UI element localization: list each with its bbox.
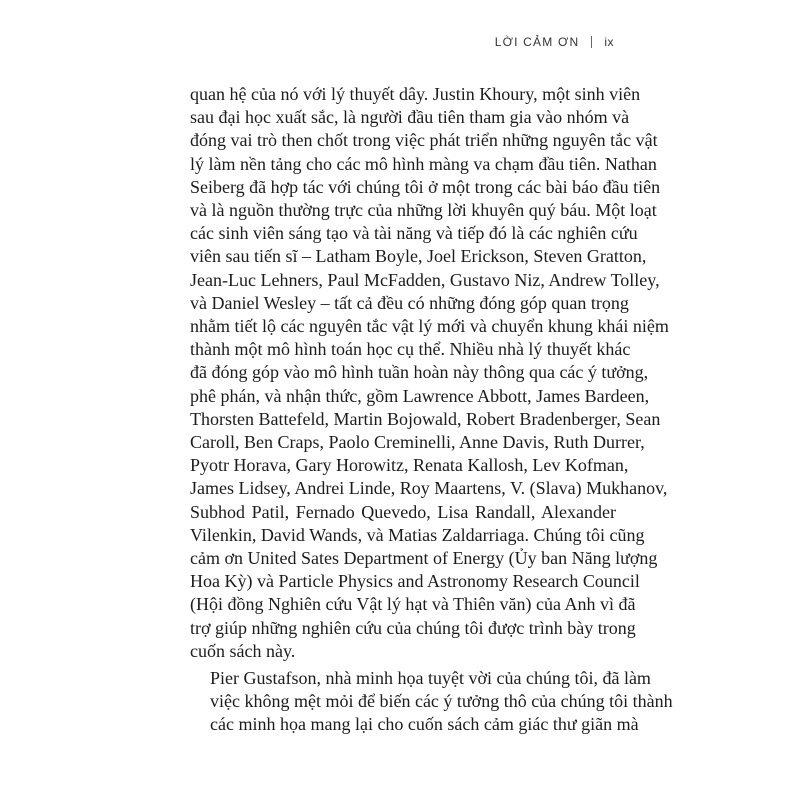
text-line: viên sau tiến sĩ – Latham Boyle, Joel Erickson, Steven Gratton, [190,246,647,267]
running-head [495,35,614,49]
text-line: (Hội đồng Nghiên cứu Vật lý hạt và Thiên văn) của Anh vì đã [190,594,636,615]
text-line: các sinh viên sáng tạo và tài năng và tiếp đó là các nghiên cứu [190,223,638,244]
text-line: Vilenkin, David Wands, và Matias Zaldarriaga. Chúng tôi cũng [190,524,645,545]
paragraph-1 [190,83,669,663]
text-line: thành một mô hình toán học cụ thể. Nhiều nhà lý thuyết khác [190,339,631,360]
text-line: trợ giúp những nghiên cứu của chúng tôi được trình bày trong [190,617,636,638]
text-line: cảm ơn United Sates Department of Energy (Ủy ban Năng lượng [190,548,658,569]
text-line: quan hệ của nó với lý thuyết dây. Justin Khoury, một sinh viên [190,84,641,104]
text-line: phê phán, và nhận thức, gồm Lawrence Abbott, James Bardeen, [190,385,650,406]
text-line: sau đại học xuất sắc, là người đầu tiên tham gia vào nhóm và [190,107,630,128]
text-line: lý làm nền tảng cho các mô hình màng va chạm đầu tiên. Nathan [190,153,657,174]
text-line: nhằm tiết lộ các nguyên tắc vật lý mới và chuyển khung khái niệm [190,316,669,337]
text-line: và là nguồn thường trực của những lời khuyên quý báu. Một loạt [190,200,657,221]
text-line: Subhod Patil, Fernado Quevedo, Lisa Randall, Alexander [190,501,616,522]
text-line: đã đóng góp vào mô hình tuần hoàn này thông qua các ý tưởng, [190,362,649,383]
text-line: Seiberg đã hợp tác với chúng tôi ở một trong các bài báo đầu tiên [190,176,661,197]
text-line: cuốn sách này. [190,640,296,661]
text-line: James Lidsey, Andrei Linde, Roy Maartens, V. (Slava) Mukhanov, [190,478,668,499]
text-line: đóng vai trò then chốt trong việc phát triển những nguyên tắc vật [190,130,658,151]
text-line: Jean-Luc Lehners, Paul McFadden, Gustavo Niz, Andrew Tolley, [190,269,660,290]
text-line: Hoa Kỳ) và Particle Physics and Astronomy Research Council [190,571,640,592]
paragraph-2 [190,667,673,737]
header-divider [591,36,592,48]
text-line: việc không mệt mỏi để biến các ý tưởng thô của chúng tôi thành [210,691,673,712]
text-line: Pyotr Horava, Gary Horowitz, Renata Kallosh, Lev Kofman, [190,455,629,476]
text-line: các minh họa mang lại cho cuốn sách cảm giác thư giãn mà [210,714,639,735]
text-line: Pier Gustafson, nhà minh họa tuyệt vời của chúng tôi, đã làm [210,668,651,689]
text-line: và Daniel Wesley – tất cả đều có những đóng góp quan trọng [190,292,629,313]
section-title: LỜI CẢM ƠN [494,35,580,49]
text-line: Caroll, Ben Craps, Paolo Creminelli, Anne Davis, Ruth Durrer, [190,432,645,453]
body-text [190,83,673,737]
text-line: Thorsten Battefeld, Martin Bojowald, Robert Bradenberger, Sean [190,408,661,429]
page-number: ix [604,35,614,49]
